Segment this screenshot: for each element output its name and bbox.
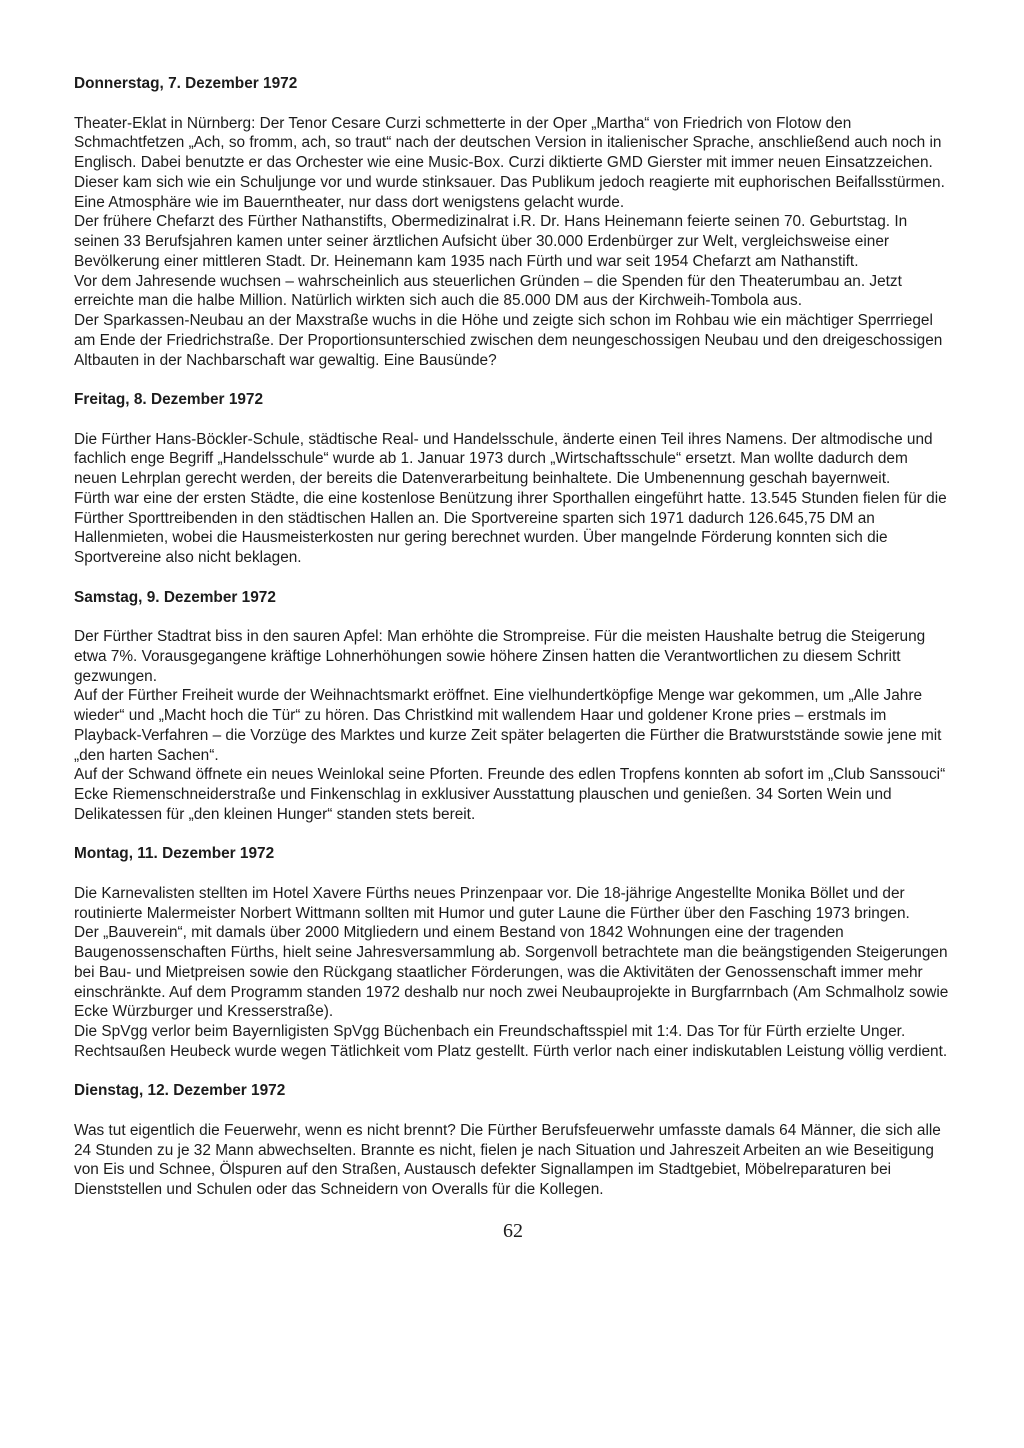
section-samstag-9-dezember	[74, 588, 952, 825]
paragraph: Die Karnevalisten stellten im Hotel Xavere Fürths neues Prinzenpaar vor. Die 18-jährige Angestellte Monika Böllet und der routinierte Malermeister Norbert Wittmann sollten mit Humor und guter Laune die Fürther über den Fasching 1973 bringen.	[74, 884, 910, 922]
section-heading: Donnerstag, 7. Dezember 1972	[74, 75, 298, 92]
section-heading: Samstag, 9. Dezember 1972	[74, 588, 276, 606]
paragraph: Auf der Schwand öffnete ein neues Weinlokal seine Pforten. Freunde des edlen Tropfens konnten ab sofort im „Club Sanssouci“ Ecke Riemenschneiderstraße und Finkenschlag in exklusiver Ausstattung plauschen und genießen. 34 Sorten Wein und Delikatessen für „den kleinen Hunger“ standen stets bereit.	[74, 766, 946, 823]
paragraph: Der Sparkassen-Neubau an der Maxstraße wuchs in die Höhe und zeigte sich schon im Rohbau wie ein mächtiger Sperrriegel am Ende der Friedrichstraße. Der Proportionsunterschied zwischen dem neungeschossigen Neubau und den dreigeschossigen Altbauten in der Nachbarschaft war gewaltig. Eine Bausünde?	[74, 312, 943, 369]
section-heading: Freitag, 8. Dezember 1972	[74, 391, 264, 408]
paragraph: Auf der Fürther Freiheit wurde der Weihnachtsmarkt eröffnet. Eine vielhundertköpfige Menge war gekommen, um „Alle Jahre wieder“ und „Macht hoch die Tür“ zu hören. Das Christkind mit wallendem Haar und goldener Krone pries – erstmals im Playback-Verfahren – die Vorzüge des Marktes und kurze Zeit später belagerten die Fürther die Bratwurststände sowie jene mit „den harten Sachen“.	[74, 687, 942, 764]
paragraph: Fürth war eine der ersten Städte, die eine kostenlose Benützung ihrer Sporthallen eingeführt hatte. 13.545 Stunden fielen für die Fürther Sporttreibenden in den städtischen Hallen an. Die Sportvereine sparten sich 1971 dadurch 126.645,75 DM an Hallenmieten, wobei die Hausmeisterkosten nur gering berechnet wurden. Über mangelnde Förderung konnten sich die Sportvereine also nicht beklagen.	[74, 489, 947, 566]
section-dienstag-12-dezember	[74, 1081, 952, 1200]
paragraph: Der Fürther Stadtrat biss in den sauren Apfel: Man erhöhte die Strompreise. Für die meisten Haushalte betrug die Steigerung etwa 7%. Vorausgegangene kräftige Lohnerhöhungen sowie höhere Zinsen hatten die Verantwortlichen zu diesem Schritt gezwungen.	[74, 628, 926, 685]
paragraph: Theater-Eklat in Nürnberg: Der Tenor Cesare Curzi schmetterte in der Oper „Martha“ von Friedrich von Flotow den Schmachtfetzen „Ach, so fromm, ach, so traut“ nach der deutschen Version in italienischer Sprache, anschließend auch noch in Englisch. Dabei benutzte er das Orchester wie eine Music-Box. Curzi diktierte GMD Gierster mit immer neuen Einsatzzeichen. Dieser kam sich wie ein Schuljunge vor und wurde stinksauer. Das Publikum jedoch reagierte mit euphorischen Beifallsstürmen. Eine Atmosphäre wie im Bauerntheater, nur dass dort wenigstens gelacht wurde.	[74, 114, 945, 211]
section-freitag-8-dezember	[74, 390, 952, 568]
paragraph: Vor dem Jahresende wuchsen – wahrscheinlich aus steuerlichen Gründen – die Spenden für den Theaterumbau an. Jetzt erreichte man die halbe Million. Natürlich wirkten sich auch die 85.000 DM aus der Kirchweih-Tombola aus.	[74, 272, 902, 310]
paragraph: Was tut eigentlich die Feuerwehr, wenn es nicht brennt? Die Fürther Berufsfeuerwehr umfasste damals 64 Männer, die sich alle 24 Stunden zu je 32 Mann abwechselten. Brannte es nicht, fielen je nach Situation und Jahreszeit Arbeiten an wie Beseitigung von Eis und Schnee, Ölspuren auf den Straßen, Austausch defekter Signallampen im Stadtgebiet, Möbelreparaturen bei Dienststellen und Schulen oder das Schneidern von Overalls für die Kollegen.	[74, 1121, 941, 1198]
page-number: 62	[503, 1219, 523, 1242]
section-heading: Dienstag, 12. Dezember 1972	[74, 1082, 286, 1100]
paragraph: Die SpVgg verlor beim Bayernligisten SpVgg Büchenbach ein Freundschaftsspiel mit 1:4. Das Tor für Fürth erzielte Unger. Rechtsaußen Heubeck wurde wegen Tätlichkeit vom Platz gestellt. Fürth verlor nach einer indiskutablen Leistung völlig verdient.	[74, 1023, 948, 1060]
paragraph: Der „Bauverein“, mit damals über 2000 Mitgliedern und einem Bestand von 1842 Wohnungen eine der tragenden Baugenossenschaften Fürths, hielt seine Jahresversammlung ab. Sorgenvoll betrachtete man die beängstigenden Steigerungen bei Bau- und Mietpreisen sowie den Rückgang staatlicher Förderungen, was die Aktivitäten der Genossenschaft immer mehr einschränkte. Auf dem Programm standen 1972 deshalb nur noch zwei Neubauprojekte in Burgfarrnbach (Am Schmalholz sowie Ecke Würzburger und Kresserstraße).	[74, 924, 949, 1021]
section-montag-11-dezember	[74, 844, 952, 1061]
section-heading: Montag, 11. Dezember 1972	[74, 845, 275, 863]
section-donnerstag-7-dezember	[74, 74, 952, 370]
paragraph: Der frühere Chefarzt des Fürther Nathanstifts, Obermedizinalrat i.R. Dr. Hans Heinemann feierte seinen 70. Geburtstag. In seinen 33 Berufsjahren kamen unter seiner ärztlichen Aufsicht über 30.000 Erdenbürger zur Welt, vergleichsweise einer Bevölkerung einer mittleren Stadt. Dr. Heinemann kam 1935 nach Fürth und war seit 1954 Chefarzt am Nathanstift.	[74, 213, 908, 270]
paragraph: Die Fürther Hans-Böckler-Schule, städtische Real- und Handelsschule, änderte einen Teil ihres Namens. Der altmodische und fachlich enge Begriff „Handelsschule“ wurde ab 1. Januar 1973 durch „Wirtschaftsschule“ ersetzt. Man wollte dadurch dem neuen Lehrplan gerecht werden, der bereits die Datenverarbeitung beinhaltete. Die Umbenennung geschah bayernweit.	[74, 430, 933, 487]
